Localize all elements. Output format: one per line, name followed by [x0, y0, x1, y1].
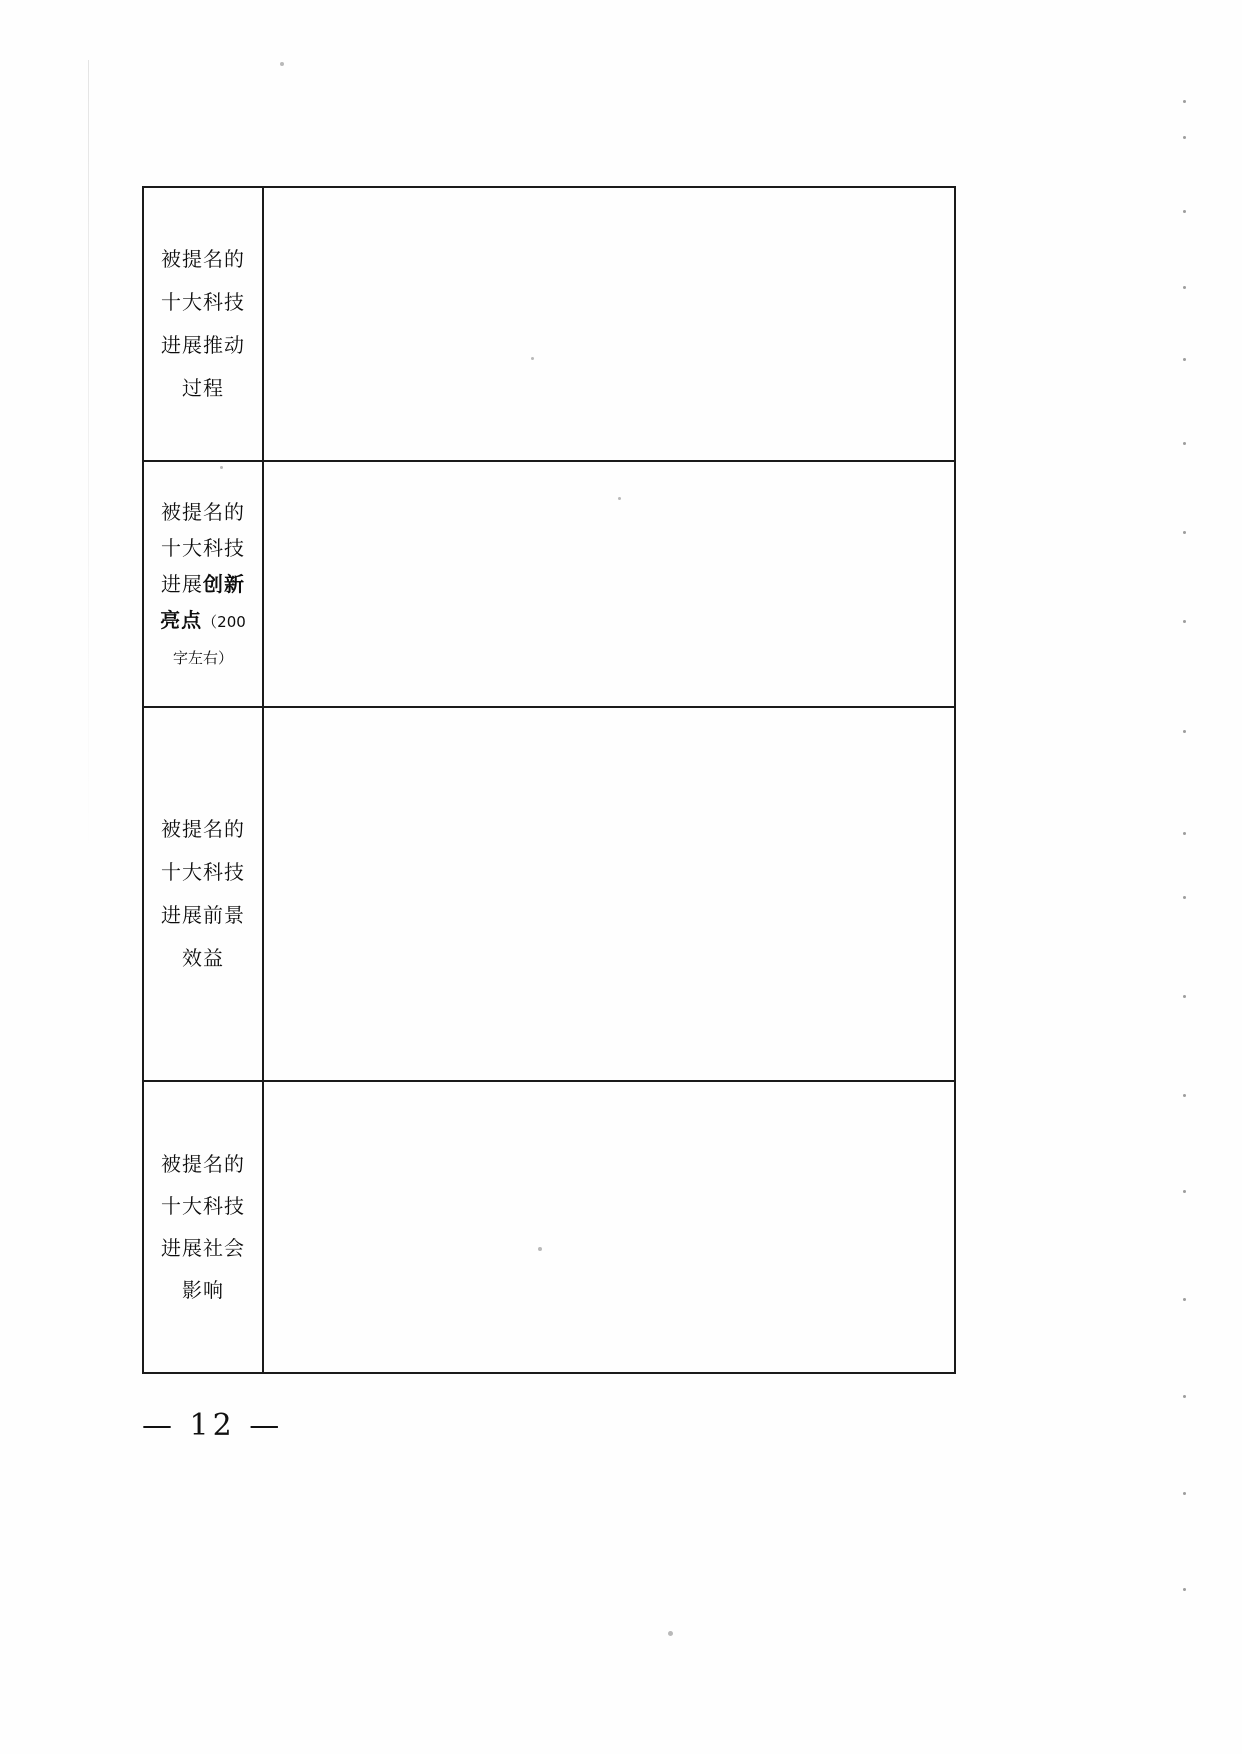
- scan-speck: [668, 1631, 673, 1636]
- scan-edge-line: [88, 60, 89, 860]
- row-input-prospect-benefit[interactable]: [263, 707, 955, 1081]
- row-label-prospect-benefit: [143, 707, 263, 1081]
- table-row: [143, 461, 955, 707]
- scan-speck: [280, 62, 284, 66]
- row-label-text: 被提名的 十大科技 进展社会 影响: [161, 1152, 245, 1302]
- table-row: [143, 707, 955, 1081]
- row-label-text: 被提名的 十大科技 进展创新 亮点（200 字左右）: [160, 500, 246, 667]
- row-label-social-impact: [143, 1081, 263, 1373]
- scan-edge-dots: [1183, 90, 1186, 1650]
- row-label-innovation-highlights: [143, 461, 263, 707]
- row-input-innovation-highlights[interactable]: [263, 461, 955, 707]
- row-label-promotion-process: [143, 187, 263, 461]
- table-row: [143, 187, 955, 461]
- row-label-text: 被提名的 十大科技 进展前景 效益: [161, 817, 245, 970]
- row-input-promotion-process[interactable]: [263, 187, 955, 461]
- nomination-form-table: [142, 186, 950, 1374]
- page-number: — 12 —: [142, 1408, 284, 1443]
- row-input-social-impact[interactable]: [263, 1081, 955, 1373]
- form-table: [142, 186, 956, 1374]
- table-row: [143, 1081, 955, 1373]
- row-label-text: 被提名的 十大科技 进展推动 过程: [161, 247, 245, 400]
